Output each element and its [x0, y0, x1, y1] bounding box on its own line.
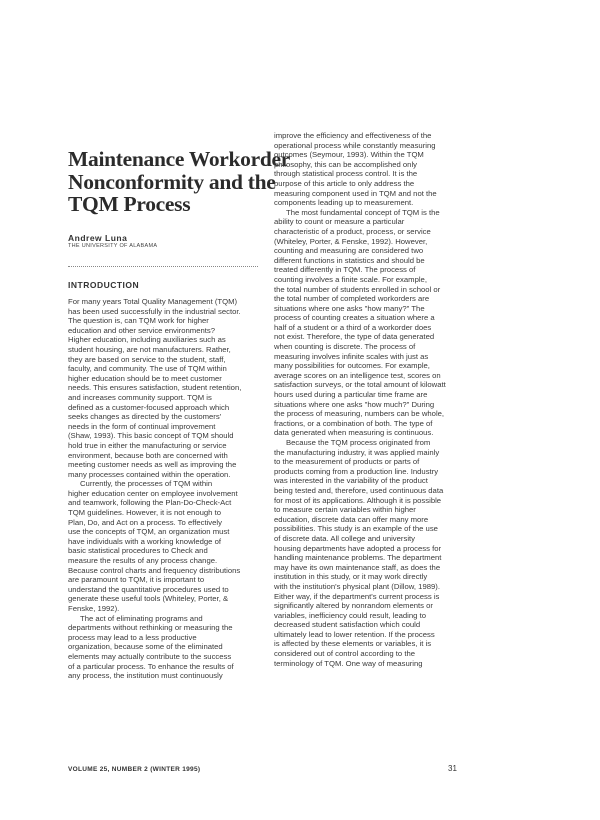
text-line: have individuals with a working knowledge of: [68, 536, 221, 546]
text-line: basic statistical procedures to Check and: [68, 546, 208, 556]
text-line: many processes contained within the operation.: [68, 469, 231, 479]
text-line: many possibilities for outcomes. For example,: [274, 361, 430, 371]
text-line: meeting customer needs as well as improving the: [68, 460, 237, 470]
text-line: average scores on an intelligence test, scores on: [274, 370, 441, 380]
text-line: hold true in either the manufacturing or service: [68, 440, 227, 450]
text-line: process of counting creates a situation where a: [274, 313, 435, 323]
text-line: the total number of students enrolled in school or: [274, 284, 441, 294]
text-line: philosophy, this can be accomplished only: [274, 159, 418, 169]
text-line: Either way, if the department's current process is: [274, 591, 440, 601]
text-line: counting and measuring are considered two: [274, 246, 424, 256]
text-line: half of a student or a third of a workorder does: [274, 322, 432, 332]
text-line: ability to count or measure a particular: [274, 217, 405, 227]
text-line: possibilities. This study is an example of the use: [274, 524, 438, 534]
text-line: for most of its applications. Although it is possible: [274, 495, 442, 505]
text-line: are paramount to TQM, it is important to: [68, 575, 205, 585]
text-line: Currently, the processes of TQM within: [80, 479, 213, 489]
text-line: satisfaction surveys, or the total amount of kilowatt: [274, 380, 446, 390]
issue-footer: VOLUME 25, NUMBER 2 (WINTER 1995): [68, 766, 201, 773]
text-line: they are based on service to the student, staff,: [68, 354, 226, 364]
text-line: TQM guidelines. However, it is not enough to: [68, 508, 221, 518]
text-line: treated differently in TQM. The process of: [274, 265, 416, 275]
article-title: [68, 147, 291, 216]
text-line: environment, because both are concerned with: [68, 450, 228, 460]
text-line: education, discrete data can offer many more: [274, 514, 429, 524]
text-line: variables, inefficiency could result, leading to: [274, 610, 426, 620]
text-line: education and other service environments?: [68, 325, 216, 335]
text-line: when counting is discrete. The process of: [274, 342, 416, 352]
text-line: the manufacturing industry, it was applied mainly: [274, 447, 440, 457]
text-line: was interested in the variability of the product: [274, 476, 428, 486]
text-line: Fenske, 1992).: [68, 604, 120, 613]
title-line: Nonconformity and the: [68, 169, 276, 194]
text-line: improve the efficiency and effectiveness of the: [274, 131, 432, 140]
text-line: understand the quantitative procedures used to: [68, 584, 229, 594]
text-line: considered out of control according to the: [274, 649, 416, 659]
text-line: measure the results of any process change.: [68, 556, 218, 566]
text-line: to the measurement of products or parts of: [274, 457, 420, 467]
text-line: decreased student satisfaction which could: [274, 620, 421, 630]
text-line: Because the TQM process originated from: [286, 438, 431, 447]
text-line: of discrete data. All college and university: [274, 533, 416, 543]
text-line: components leading up to measurement.: [274, 198, 414, 208]
section-heading: INTRODUCTION: [68, 280, 140, 290]
section-divider: [68, 266, 258, 267]
text-line: defined as a customer-focused approach which: [68, 402, 230, 412]
text-line: purpose of this article to only address the: [274, 178, 415, 188]
text-line: needs in the form of continual improvement: [68, 421, 216, 431]
text-line: with the institution's physical plant (Dillow, 1989).: [274, 581, 440, 591]
text-line: significantly altered by nonrandom elements or: [274, 601, 433, 611]
text-line: may have its own maintenance staff, as does the: [274, 562, 441, 572]
title-line: TQM Process: [68, 192, 191, 216]
text-line: has been used successfully in the industrial sector.: [68, 306, 241, 316]
text-line: Higher education, including auxiliaries such as: [68, 335, 226, 345]
text-line: terminology of TQM. One way of measuring: [274, 658, 423, 668]
text-line: The act of eliminating programs and: [80, 613, 203, 623]
text-line: process may lead to a less productive: [68, 632, 197, 642]
text-line: the process of measuring, numbers can be whole,: [274, 409, 445, 419]
author-name: Andrew Luna: [68, 233, 128, 243]
text-line: hours used during a particular time frame are: [274, 390, 428, 400]
text-line: elements may actually contribute to the success: [68, 651, 232, 661]
text-line: not exist. Therefore, the type of data generated: [274, 332, 435, 342]
text-line: the total number of completed workorders are: [274, 294, 430, 304]
text-line: situations where one asks "how many?" The: [274, 303, 425, 313]
author-affiliation: THE UNIVERSITY OF ALABAMA: [68, 243, 158, 249]
text-line: of a particular process. To enhance the results of: [68, 661, 234, 671]
text-line: and teamwork, following the Plan-Do-Check-Act: [68, 498, 232, 508]
text-line: any process, the institution must continuously: [68, 671, 223, 681]
page-number: 31: [448, 764, 457, 773]
text-line: ultimately lead to lower retention. If the process: [274, 629, 435, 639]
text-line: generate these useful tools (Whiteley, Porter, &: [68, 594, 229, 604]
text-line: situations where one asks "how much?" During: [274, 399, 435, 409]
text-line: faculty, and community. The use of TQM within: [68, 364, 227, 374]
right-text-column: [274, 131, 467, 668]
text-line: institution in this study, or it may work directly: [274, 572, 428, 582]
text-line: handling maintenance problems. The department: [274, 553, 442, 563]
text-line: data generated when measuring is continuous.: [274, 428, 434, 438]
text-line: use the concepts of TQM, an organization must: [68, 527, 230, 537]
text-line: different functions in statistics and should be: [274, 255, 425, 265]
text-line: measuring component used in TQM and not the: [274, 188, 437, 198]
text-line: (Shaw, 1993). This basic concept of TQM should: [68, 431, 234, 441]
text-line: (Whiteley, Porter, & Fenske, 1992). However,: [274, 236, 428, 246]
text-line: characteristic of a product, process, or service: [274, 226, 431, 236]
text-line: counting involves a finite scale. For example,: [274, 274, 427, 284]
text-line: being tested and, therefore, used continuous data: [274, 485, 444, 495]
text-line: outcomes (Seymour, 1993). Within the TQM: [274, 150, 424, 160]
text-line: needs. This ensures satisfaction, student retention,: [68, 383, 242, 393]
text-line: operational process while constantly measuring: [274, 140, 436, 150]
text-line: housing departments have adopted a process for: [274, 543, 442, 553]
text-line: to measure certain variables within higher: [274, 505, 416, 515]
text-line: The most fundamental concept of TQM is the: [286, 207, 440, 217]
text-line: is affected by these elements or variables, it is: [274, 639, 432, 649]
text-line: organization, because some of the eliminated: [68, 642, 223, 652]
text-line: measuring involves infinite scales with just as: [274, 351, 429, 361]
text-line: through statistical process control. It is the: [274, 169, 418, 179]
text-line: departments without rethinking or measuring the: [68, 623, 233, 633]
text-line: and increases community support. TQM is: [68, 392, 212, 402]
text-line: For many years Total Quality Management (TQM): [68, 297, 238, 306]
text-line: products coming from a production line. Industry: [274, 466, 439, 476]
text-line: student housing, are not manufacturers. Rather,: [68, 344, 231, 354]
text-line: seeks changes as directed by the customers': [68, 412, 222, 422]
text-line: higher education center on employee involvement: [68, 488, 238, 498]
text-line: The question is, can TQM work for higher: [68, 316, 209, 326]
text-line: higher education should be to meet customer: [68, 373, 222, 383]
text-line: Plan, Do, and Act on a process. To effectively: [68, 517, 222, 527]
left-text-column: [68, 297, 261, 681]
text-line: Because control charts and frequency distributions: [68, 565, 241, 575]
text-line: fractions, or a combination of both. The type of: [274, 418, 433, 428]
title-line: Maintenance Workorder: [68, 147, 291, 171]
